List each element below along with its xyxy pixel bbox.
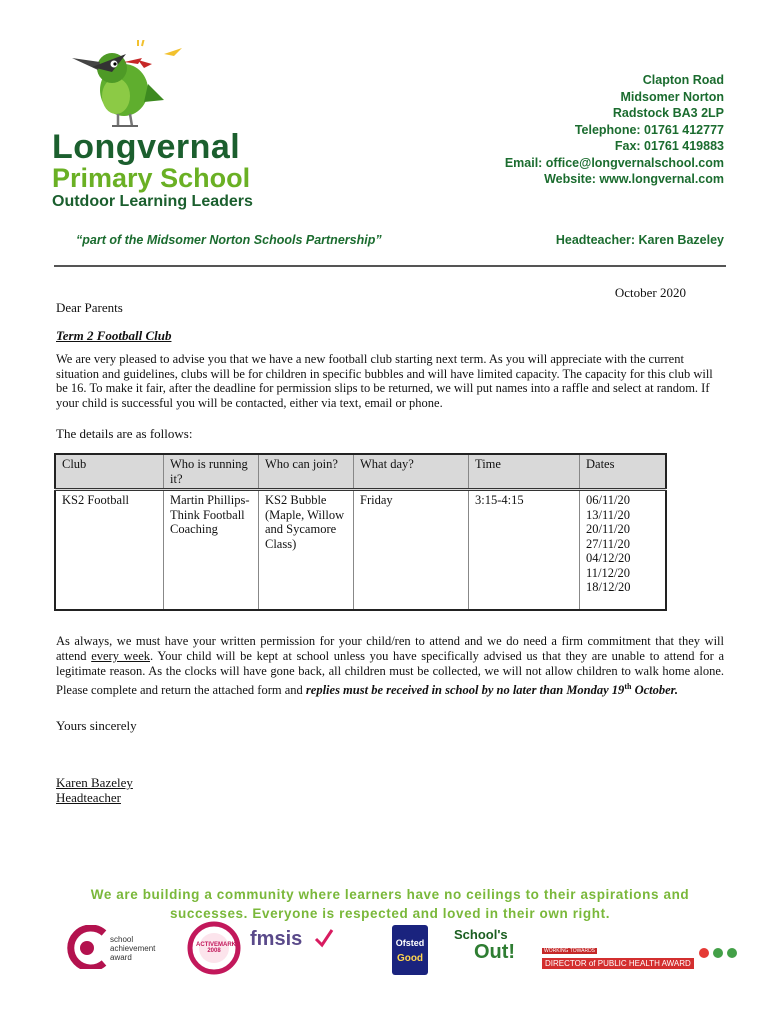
date-item: 06/11/20 (586, 493, 630, 507)
school-motto (70, 885, 710, 923)
schools-out-label-2: Out! (474, 941, 516, 963)
header-divider (54, 265, 726, 267)
achievement-label-1: school (110, 935, 134, 944)
permission-text-1: As always, we must have your written permission for your child/ren to attend and we do need a firm commitment that they will attend (56, 634, 724, 663)
every-week-emphasis: every week (91, 649, 150, 663)
header-who-can-join: Who can join? (259, 454, 354, 490)
header-dates: Dates (580, 454, 667, 490)
letter-date: October 2020 (614, 285, 686, 300)
permission-paragraph (56, 634, 724, 698)
table-header-row (55, 454, 666, 490)
table-row (55, 490, 666, 611)
date-item: 27/11/20 (586, 536, 630, 551)
salutation: Dear Parents (56, 300, 123, 315)
address-town: Midsomer Norton (620, 89, 724, 104)
signature-role: Headteacher (56, 790, 121, 805)
header-club: Club (55, 454, 164, 490)
achievement-award-logo-icon (64, 925, 110, 969)
cell-club: KS2 Football (55, 490, 164, 611)
headteacher-header: Headteacher: Karen Bazeley (555, 233, 724, 247)
header-day: What day? (354, 454, 469, 490)
motto-line1: We are building a community where learners have no ceilings to their aspirations and (90, 887, 690, 902)
schools-out-badge (454, 928, 528, 970)
date-item: 20/11/20 (586, 522, 630, 536)
deadline-month: October. (631, 683, 678, 698)
sign-off: Yours sincerely (56, 718, 137, 733)
cell-day: Friday (354, 490, 469, 611)
date-item: 18/12/20 (586, 580, 631, 594)
school-logo-bird-icon (52, 40, 182, 132)
intro-paragraph: We are very pleased to advise you that we have a new football club starting next term. As you will appreciate with the current situation and guidelines, clubs will be for children in specific bubbles and will have limited capacity. The capacity for this club will be 16. To make it fair, after the deadline for permission slips to be returned, we will put names into a raffle and select at random. If your child is successful you will be contacted, either via text, email or phone. (56, 352, 713, 410)
partnership-statement: “part of the Midsomer Norton Schools Partnership” (76, 233, 382, 247)
health-award-label: DIRECTOR of PUBLIC HEALTH AWARD (542, 958, 694, 969)
checkmark-icon (314, 928, 334, 948)
colored-dots-icon (698, 947, 742, 959)
school-tagline: Outdoor Learning Leaders (52, 193, 253, 210)
deadline-ordinal: th (624, 682, 632, 691)
details-intro: The details are as follows: (56, 426, 193, 441)
activemark-badge (186, 920, 242, 976)
school-achievement-award-badge (64, 925, 174, 969)
club-details-table (54, 453, 667, 611)
letter-subject: Term 2 Football Club (56, 328, 172, 343)
permission-text-2: . Your child will be kept at school unless you have specifically advised us that they are unable to attend for a legitimate reason. As the clocks will have gone back, all children must be collected, we will not allow children to walk home alone. Please complete and return the attached form and (56, 649, 724, 698)
cell-who-can-join: KS2 Bubble (Maple, Willow and Sycamore Class) (259, 490, 354, 611)
health-award-top-label: WORKING TOWARDS (544, 948, 596, 954)
date-item: 11/12/20 (586, 565, 630, 580)
date-item: 13/11/20 (586, 507, 630, 522)
address-website: Website: www.longvernal.com (544, 172, 724, 186)
school-name-line2: Primary School (52, 163, 251, 193)
header-runner: Who is running it? (164, 454, 259, 490)
address-email: Email: office@longvernalschool.com (504, 155, 724, 170)
motto-line2: successes. Everyone is respected and loved in their own right. (169, 906, 611, 921)
cell-time: 3:15-4:15 (469, 490, 580, 611)
cell-dates (580, 490, 667, 611)
public-health-award-badge (542, 939, 694, 968)
achievement-label-2: achievement award (110, 944, 156, 962)
ofsted-good-badge (392, 925, 428, 975)
cell-runner: Martin Phillips- Think Football Coaching (164, 490, 259, 611)
address-fax: Fax: 01761 419883 (614, 139, 724, 153)
ofsted-label: Ofsted (395, 938, 425, 948)
school-address-block (505, 72, 724, 188)
header-time: Time (469, 454, 580, 490)
deadline-text: replies must be received in school by no later than Monday 19 (305, 683, 625, 698)
fmsis-badge (250, 928, 336, 964)
school-name-line1: Longvernal (52, 128, 241, 166)
fmsis-label: fmsis (250, 928, 303, 950)
award-dots (698, 946, 742, 958)
ofsted-grade: Good (396, 953, 424, 964)
address-postcode: Radstock BA3 2LP (612, 106, 724, 120)
address-telephone: Telephone: 01761 412777 (574, 122, 724, 137)
schools-out-label-1: School's (454, 927, 508, 942)
activemark-label: ACTIVEMARK 2008 (196, 942, 236, 954)
signature-name: Karen Bazeley (56, 775, 133, 790)
address-street: Clapton Road (642, 73, 724, 87)
date-item: 04/12/20 (586, 551, 631, 565)
